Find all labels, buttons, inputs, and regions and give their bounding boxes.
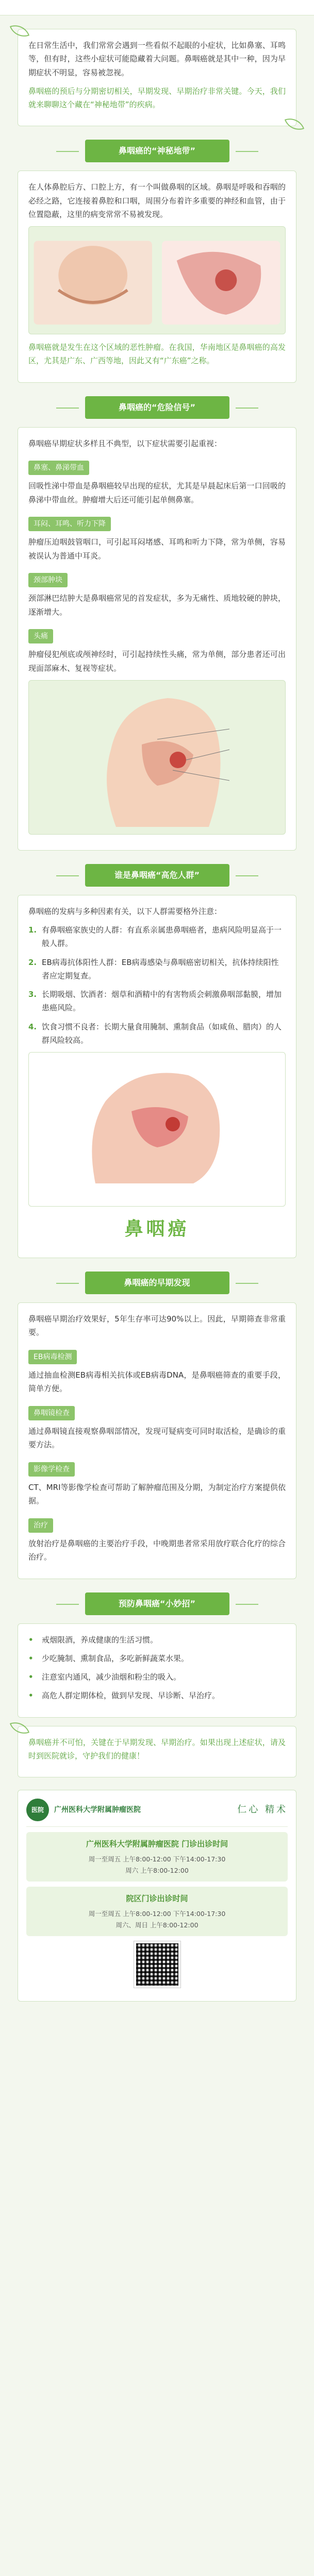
section-title: 预防鼻咽癌“小妙招”: [85, 1592, 229, 1615]
symptom-text: 肿瘤压迫咽鼓管咽口，可引起耳闷堵感、耳鸣和听力下降，常为单侧，容易被误认为普通中耳炎。: [28, 537, 286, 561]
clinic-hours-line: 周一至周五 上午8:00-12:00 下午14:00-17:30: [88, 1855, 226, 1863]
intro-card: [18, 29, 296, 126]
list-item: 4. 饮食习惯不良者：长期大量食用腌制、熏制食品（如咸鱼、腊肉）的人群风险较高。: [28, 1022, 282, 1045]
section-card: [18, 171, 296, 382]
list-item: 2. EB病毒抗体阳性人群：EB病毒感染与鼻咽癌密切相关，抗体持续阳性者应定期复查。: [28, 957, 279, 980]
logo-row: [26, 1799, 288, 1827]
section-card: [18, 427, 296, 851]
symptom-text: 回吸性涕中带血是鼻咽癌较早出现的症状，尤其是早晨起床后第一口回吸的鼻涕中带血丝。肿瘤增大后还可能引起单侧鼻塞。: [28, 481, 286, 504]
method-text: CT、MRI等影像学检查可帮助了解肿瘤范围及分期，为制定治疗方案提供依据。: [28, 1483, 286, 1506]
hospital-footer: [18, 1790, 296, 2002]
clinic-hours-line: 周六 上午8:00-12:00: [125, 1867, 189, 1875]
symptom-heading: 鼻塞、鼻涕带血: [28, 461, 89, 476]
method-text: 通过抽血检测EB病毒相关抗体或EB病毒DNA，是鼻咽癌筛查的重要手段，简单方便。: [28, 1370, 286, 1394]
list-item: 1. 有鼻咽癌家族史的人群：有直系亲属患鼻咽癌者，患病风险明显高于一般人群。: [28, 925, 282, 948]
intro-paragraph: 在日常生活中，我们常常会遇到一些看似不起眼的小症状，比如鼻塞、耳鸣等，但有时，这些小症状可能隐藏着大问题。鼻咽癌就是其中一种，因为早期症状不明显，容易被忽视。: [28, 41, 286, 77]
head-illustration: [28, 680, 286, 835]
section-title: 鼻咽癌的“神秘地带”: [85, 140, 229, 162]
clinic-hours-block: [26, 1887, 288, 1936]
list-item: • 戒烟限酒，养成健康的生活习惯。: [28, 1635, 158, 1645]
symptom-text: 颈部淋巴结肿大是鼻咽癌常见的首发症状，多为无痛性、质地较硬的肿块，逐渐增大。: [28, 594, 286, 617]
leaf-icon: [285, 114, 304, 134]
clinic-hours-line: 周一至周五 上午8:00-12:00 下午14:00-17:30: [88, 1910, 226, 1918]
anatomy-illustration: [28, 226, 286, 334]
section-title: 鼻咽癌的“危险信号”: [85, 396, 229, 419]
section-title: 鼻咽癌的早期发现: [85, 1272, 229, 1294]
paragraph: 鼻咽癌早期症状多样且不典型，以下症状需要引起重视：: [28, 438, 222, 448]
method-text: 通过鼻咽镜直接观察鼻咽部情况，发现可疑病变可同时取活检，是确诊的重要方法。: [28, 1427, 286, 1450]
closing-card: [18, 1726, 296, 1778]
hospital-motto: 仁心 精术: [237, 1804, 288, 1816]
symptom-heading: 颈部肿块: [28, 573, 68, 588]
section-card: [18, 1302, 296, 1579]
nasopharynx-illustration: [28, 1052, 286, 1207]
clinic-hours-block: [26, 1832, 288, 1882]
clinic-hours-title: 广州医科大学附属肿瘤医院 门诊出诊时间: [86, 1839, 228, 1849]
method-heading: 鼻咽镜检查: [28, 1406, 75, 1421]
list-item: 3. 长期吸烟、饮酒者：烟草和酒精中的有害物质会刺激鼻咽部黏膜，增加患癌风险。: [28, 990, 282, 1013]
intro-highlight: 鼻咽癌的预后与分期密切相关，早期发现、早期治疗非常关键。今天，我们就来聊聊这个藏在“神秘地带”的疾病。: [28, 86, 286, 109]
list-item: • 少吃腌制、熏制食品，多吃新鲜蔬菜水果。: [28, 1653, 189, 1663]
list-item: • 高危人群定期体检，做到早发现、早诊断、早治疗。: [28, 1691, 220, 1701]
method-text: 放射治疗是鼻咽癌的主要治疗手段，中晚期患者常采用放疗联合化疗的综合治疗。: [28, 1539, 286, 1562]
leaf-icon: [10, 1718, 29, 1737]
symptom-text: 肿瘤侵犯颅底或颅神经时，可引起持续性头痛，常为单侧，部分患者还可出现面部麻木、复视等症状。: [28, 650, 286, 673]
section-title: 谁是鼻咽癌“高危人群”: [85, 864, 229, 887]
hospital-name: 广州医科大学附属肿瘤医院: [54, 1805, 141, 1814]
section-card: [18, 1623, 296, 1718]
method-heading: 治疗: [28, 1518, 53, 1533]
list-item: • 注意室内通风，减少油烟和粉尘的吸入。: [28, 1672, 181, 1682]
clinic-hours-line: 周六、周日 上午8:00-12:00: [115, 1921, 199, 1929]
top-bar: [0, 0, 314, 15]
closing-paragraph: 鼻咽癌并不可怕，关键在于早期发现、早期治疗。如果出现上述症状，请及时到医院就诊，守护我们的健康！: [28, 1737, 286, 1760]
method-heading: 影像学检查: [28, 1462, 75, 1477]
clinic-hours-title: 院区门诊出诊时间: [126, 1894, 188, 1903]
hospital-logo-icon: 医院: [26, 1799, 49, 1821]
section-card: [18, 895, 296, 1258]
symptom-heading: 耳闷、耳鸣、听力下降: [28, 517, 111, 532]
symptom-heading: 头痛: [28, 629, 53, 644]
banner-word: 鼻咽癌: [124, 1218, 190, 1240]
paragraph: 鼻咽癌的发病与多种因素有关，以下人群需要格外注意：: [28, 906, 222, 916]
leaf-icon: [10, 21, 29, 41]
method-heading: EB病毒检测: [28, 1350, 77, 1365]
paragraph: 鼻咽癌早期治疗效果好，5年生存率可达90%以上。因此，早期筛查非常重要。: [28, 1314, 286, 1337]
qr-code-icon[interactable]: [134, 1941, 180, 1988]
paragraph: 在人体鼻腔后方、口腔上方，有一个叫做鼻咽的区域。鼻咽是呼吸和吞咽的必经之路，它连接着鼻腔和口咽，周围分布着许多重要的神经和血管，由于位置隐蔽，这里的病变常常不易被发现。: [28, 182, 286, 219]
paragraph-highlight: 鼻咽癌就是发生在这个区域的恶性肿瘤。在我国，华南地区是鼻咽癌的高发区，尤其是广东、广西等地，因此又有“广东癌”之称。: [28, 343, 286, 366]
